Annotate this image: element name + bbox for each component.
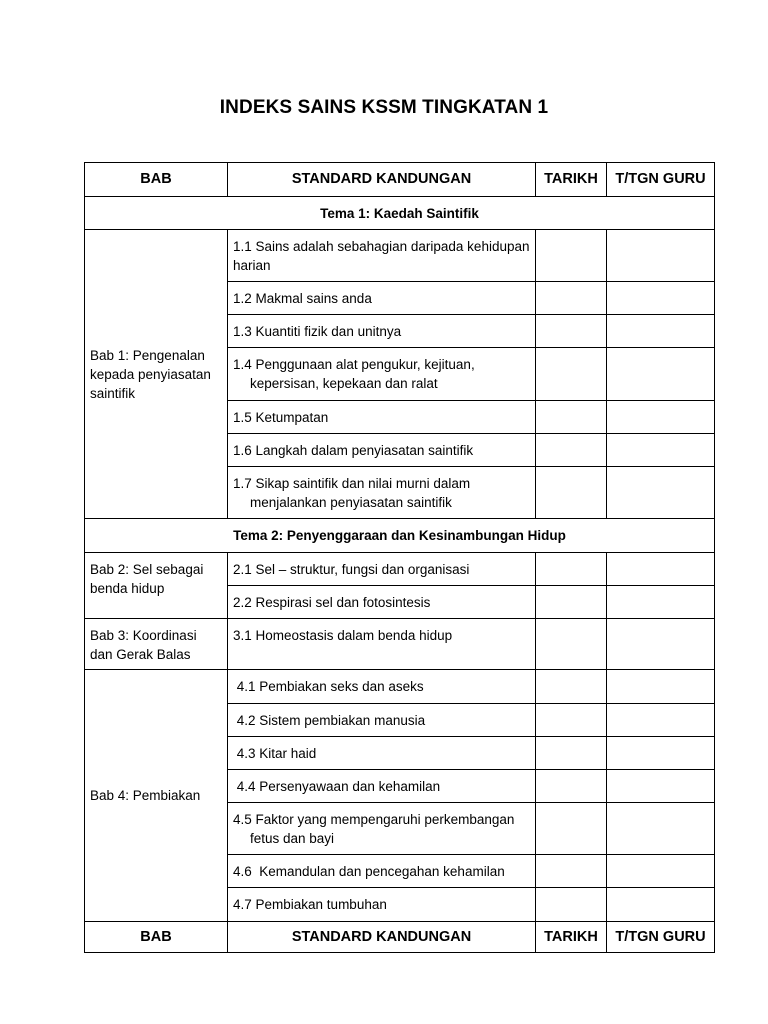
standard-text: harian [233,257,271,273]
ttgn-cell[interactable] [607,670,715,704]
standard-cell [228,803,536,855]
tarikh-cell[interactable] [536,315,607,348]
tarikh-cell[interactable] [536,467,607,519]
theme-1-title: Tema 1: Kaedah Saintifik [85,197,715,230]
ttgn-cell[interactable] [607,855,715,888]
tarikh-cell[interactable] [536,737,607,770]
tarikh-cell[interactable] [536,888,607,922]
standard-text: 4.5 Faktor yang mempengaruhi perkembangan [233,811,515,827]
standard-text: fetus dan bayi [250,830,335,846]
standard-text: 1.7 Sikap saintifik dan nilai murni dalam [233,475,471,491]
ttgn-cell[interactable] [607,704,715,737]
tarikh-cell[interactable] [536,670,607,704]
theme-2-title: Tema 2: Penyenggaraan dan Kesinambungan Hidup [85,519,715,553]
bab-1-label [85,230,228,519]
tarikh-cell[interactable] [536,230,607,282]
page-title: INDEKS SAINS KSSM TINGKATAN 1 [219,97,549,118]
table-row [85,553,715,586]
ttgn-cell[interactable] [607,230,715,282]
tarikh-cell[interactable] [536,855,607,888]
tarikh-cell[interactable] [536,282,607,315]
standard-cell: 4.6 Kemandulan dan pencegahan kehamilan [228,855,536,888]
index-table [84,162,715,953]
standard-cell: 1.6 Langkah dalam penyiasatan saintifik [228,434,536,467]
tarikh-cell[interactable] [536,348,607,401]
ttgn-cell[interactable] [607,770,715,803]
ttgn-cell[interactable] [607,282,715,315]
ttgn-cell[interactable] [607,315,715,348]
standard-cell: 1.2 Makmal sains anda [228,282,536,315]
ttgn-cell[interactable] [607,586,715,619]
tarikh-cell[interactable] [536,619,607,670]
header-tarikh: TARIKH [536,163,607,197]
tarikh-cell[interactable] [536,704,607,737]
bab-3-label [85,619,228,670]
standard-text: menjalankan penyiasatan saintifik [250,494,452,510]
header-bab: BAB [85,163,228,197]
bab-2-line: benda hidup [90,581,165,596]
standard-cell [228,348,536,401]
bab-2-line: Bab 2: Sel sebagai [90,562,204,577]
header-standard-kandungan: STANDARD KANDUNGAN [228,163,536,197]
footer-header-ttgn-guru: T/TGN GURU [607,922,715,953]
standard-cell: 4.2 Sistem pembiakan manusia [228,704,536,737]
standard-text: 1.4 Penggunaan alat pengukur, kejituan, [233,357,475,372]
standard-cell: 4.3 Kitar haid [228,737,536,770]
tarikh-cell[interactable] [536,553,607,586]
footer-header-standard-kandungan: STANDARD KANDUNGAN [228,922,536,953]
header-ttgn-guru: T/TGN GURU [607,163,715,197]
standard-cell: 4.1 Pembiakan seks dan aseks [228,670,536,704]
bab-3-line: dan Gerak Balas [90,647,191,662]
ttgn-cell[interactable] [607,888,715,922]
ttgn-cell[interactable] [607,553,715,586]
theme-row [85,519,715,553]
standard-text: 1.1 Sains adalah sebahagian daripada kehidupan [233,238,530,254]
ttgn-cell[interactable] [607,348,715,401]
ttgn-cell[interactable] [607,803,715,855]
standard-cell: 3.1 Homeostasis dalam benda hidup [228,619,536,670]
tarikh-cell[interactable] [536,401,607,434]
header-row [85,163,715,197]
standard-cell [228,230,536,282]
standard-text: kepersisan, kepekaan dan ralat [250,376,438,391]
tarikh-cell[interactable] [536,434,607,467]
bab-1-line: kepada penyiasatan [90,366,211,382]
footer-header-bab: BAB [85,922,228,953]
ttgn-cell[interactable] [607,737,715,770]
standard-cell: 2.1 Sel – struktur, fungsi dan organisasi [228,553,536,586]
theme-row [85,197,715,230]
bab-1-line: saintifik [90,385,136,401]
ttgn-cell[interactable] [607,401,715,434]
standard-cell [228,467,536,519]
tarikh-cell[interactable] [536,803,607,855]
standard-cell: 1.3 Kuantiti fizik dan unitnya [228,315,536,348]
footer-header-tarikh: TARIKH [536,922,607,953]
standard-cell: 2.2 Respirasi sel dan fotosintesis [228,586,536,619]
tarikh-cell[interactable] [536,586,607,619]
ttgn-cell[interactable] [607,467,715,519]
ttgn-cell[interactable] [607,619,715,670]
bab-4-label: Bab 4: Pembiakan [85,670,228,922]
standard-cell: 1.5 Ketumpatan [228,401,536,434]
table-row [85,670,715,704]
bab-1-line: Bab 1: Pengenalan [90,347,205,363]
table-row [85,619,715,670]
bab-2-label [85,553,228,619]
footer-header-row [85,922,715,953]
standard-cell: 4.7 Pembiakan tumbuhan [228,888,536,922]
ttgn-cell[interactable] [607,434,715,467]
standard-cell: 4.4 Persenyawaan dan kehamilan [228,770,536,803]
bab-3-line: Bab 3: Koordinasi [90,628,197,643]
tarikh-cell[interactable] [536,770,607,803]
table-row [85,230,715,282]
